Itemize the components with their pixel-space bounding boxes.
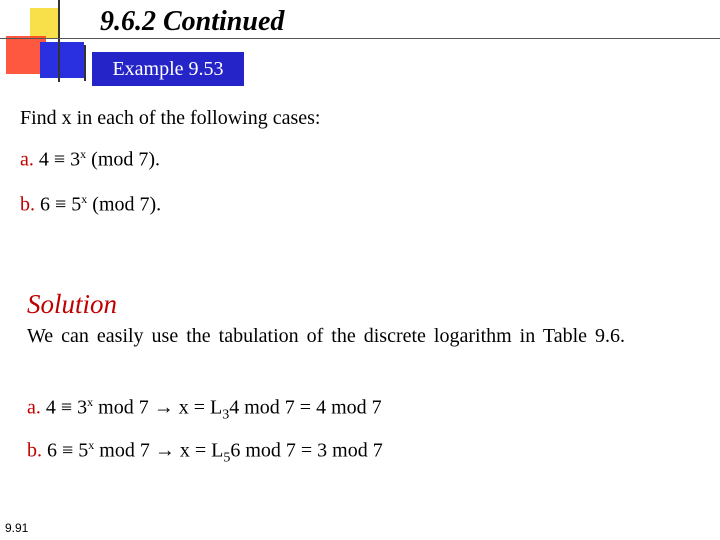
case-a-label: a. [20,148,34,171]
decor-vertical-line-2 [84,45,86,81]
answer-b-label: b. [27,439,42,462]
page-number: 9.91 [5,521,29,535]
decor-horizontal-line [0,38,720,39]
answer-b-part3: 6 mod 7 = 3 mod 7 [230,439,383,462]
solution-heading: Solution [27,289,118,319]
problem-intro: Find x in each of the following cases: [20,107,321,129]
answer-a-part3: 4 mod 7 = 4 mod 7 [229,396,382,419]
solution-text: We can easily use the tabulation of the discrete logarithm in Table 9.6. [27,325,626,347]
answer-b-part1: 6 ≡ 5 [47,439,89,462]
problem-case-a [20,147,160,172]
decor-blue-square [40,42,84,78]
answer-a-part1: 4 ≡ 3 [45,396,88,419]
case-a-exponent: x [80,147,87,161]
answer-a-exponent: x [87,395,94,409]
answer-b-exponent: x [88,438,95,452]
solution-answer-b [27,438,383,467]
case-b-label: b. [20,193,35,216]
case-a-rhs: (mod 7). [86,148,161,171]
case-b-exponent: x [81,192,88,206]
case-b-lhs: 6 ≡ 5 [40,193,82,216]
solution-answer-a [27,395,382,424]
answer-a-label: a. [27,396,41,419]
example-label-box [92,52,244,86]
answer-b-subscript: 5 [223,450,231,466]
case-b-rhs: (mod 7). [87,193,162,216]
example-label: Example 9.53 [112,57,224,80]
answer-b-part2: mod 7 → x = L [94,439,224,462]
case-a-lhs: 4 ≡ 3 [38,148,81,171]
problem-case-b [20,192,161,217]
answer-a-subscript: 3 [222,407,230,423]
answer-a-part2: mod 7 → x = L [93,396,223,419]
decor-vertical-line [58,0,60,82]
slide-title: 9.6.2 Continued [100,6,285,37]
decor-yellow-square [30,8,60,38]
